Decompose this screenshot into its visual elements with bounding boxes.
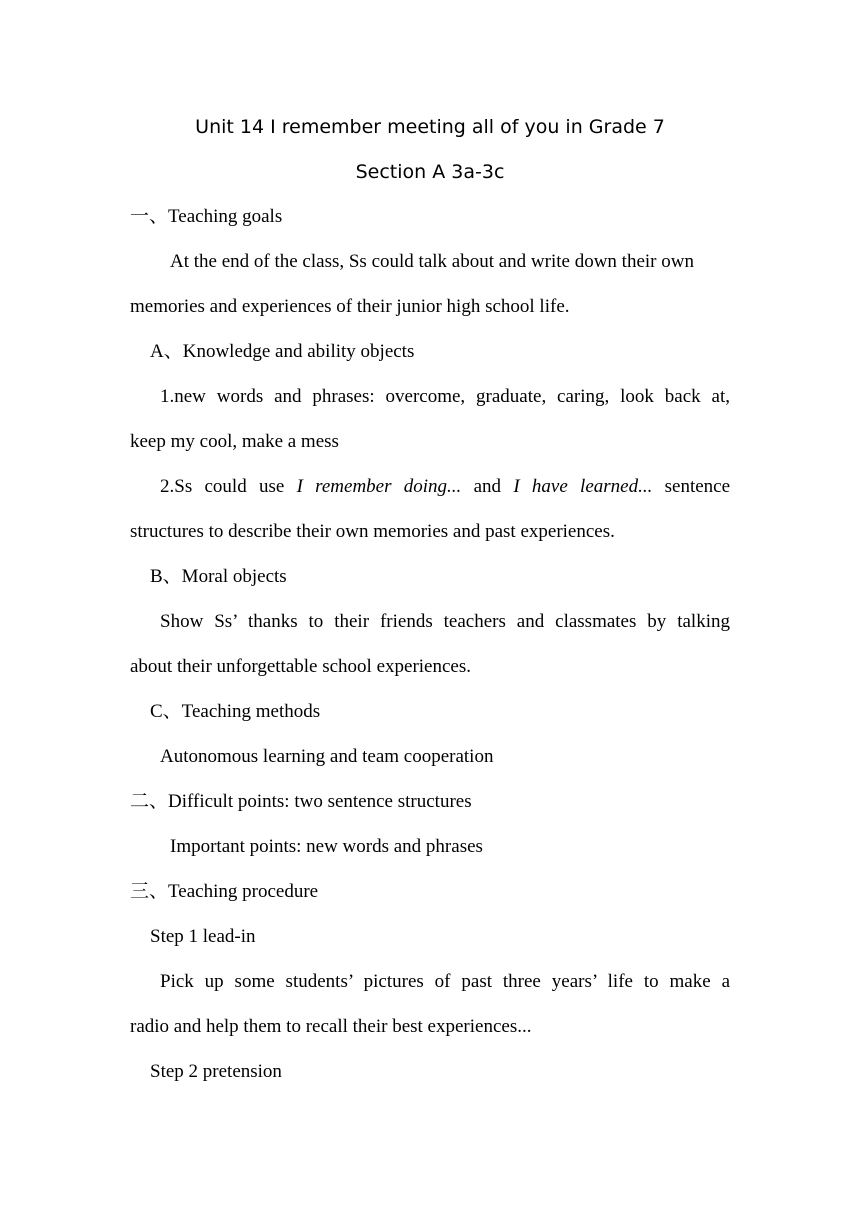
methods-text: Autonomous learning and team cooperation	[160, 746, 494, 767]
moral-text-line-1: Show Ss’ thanks to their friends teachers and classmates by talking	[160, 611, 730, 632]
section-heading-teaching-goals	[130, 202, 282, 232]
knowledge-item-1-line-2: keep my cool, make a mess	[130, 431, 339, 452]
subsection-heading-methods: C、Teaching methods	[150, 701, 321, 722]
difficult-points-text: Difficult points: two sentence structures	[168, 791, 472, 812]
subsection-heading-moral: B、Moral objects	[150, 566, 287, 587]
section-number: 三、	[130, 881, 169, 902]
document-title: Unit 14 I remember meeting all of you in Grade 7	[195, 116, 665, 138]
goals-text-line-1: At the end of the class, Ss could talk about and write down their own	[170, 251, 694, 272]
step-1-heading: Step 1 lead-in	[150, 926, 256, 947]
section-heading-teaching-procedure	[130, 877, 318, 907]
knowledge-item-2-line-2: structures to describe their own memories and past experiences.	[130, 521, 615, 542]
document-subtitle: Section A 3a-3c	[355, 161, 505, 183]
subsection-heading-knowledge: A、Knowledge and ability objects	[150, 341, 415, 362]
section-number: 二、	[130, 791, 169, 812]
sentence-pattern-1: I remember doing...	[296, 476, 462, 497]
section-heading-difficult-points	[130, 787, 472, 817]
sentence-pattern-2: I have learned...	[513, 476, 653, 497]
step-2-heading: Step 2 pretension	[150, 1061, 282, 1082]
item-2-prefix: 2.Ss could use	[160, 476, 297, 497]
section-number: 一、	[130, 206, 169, 227]
goals-text-line-2: memories and experiences of their junior high school life.	[130, 296, 570, 317]
knowledge-item-1-line-1: 1.new words and phrases: overcome, graduate, caring, look back at,	[160, 386, 730, 407]
section-heading-text: Teaching goals	[168, 206, 283, 227]
important-points-text: Important points: new words and phrases	[170, 836, 483, 857]
step-1-text-line-1: Pick up some students’ pictures of past three years’ life to make a	[160, 971, 730, 992]
knowledge-item-2-line-1	[160, 472, 730, 502]
item-2-suffix: sentence	[664, 476, 731, 497]
item-2-mid: and	[473, 476, 514, 497]
section-heading-text: Teaching procedure	[168, 881, 319, 902]
step-1-text-line-2: radio and help them to recall their best experiences...	[130, 1016, 532, 1037]
moral-text-line-2: about their unforgettable school experiences.	[130, 656, 471, 677]
